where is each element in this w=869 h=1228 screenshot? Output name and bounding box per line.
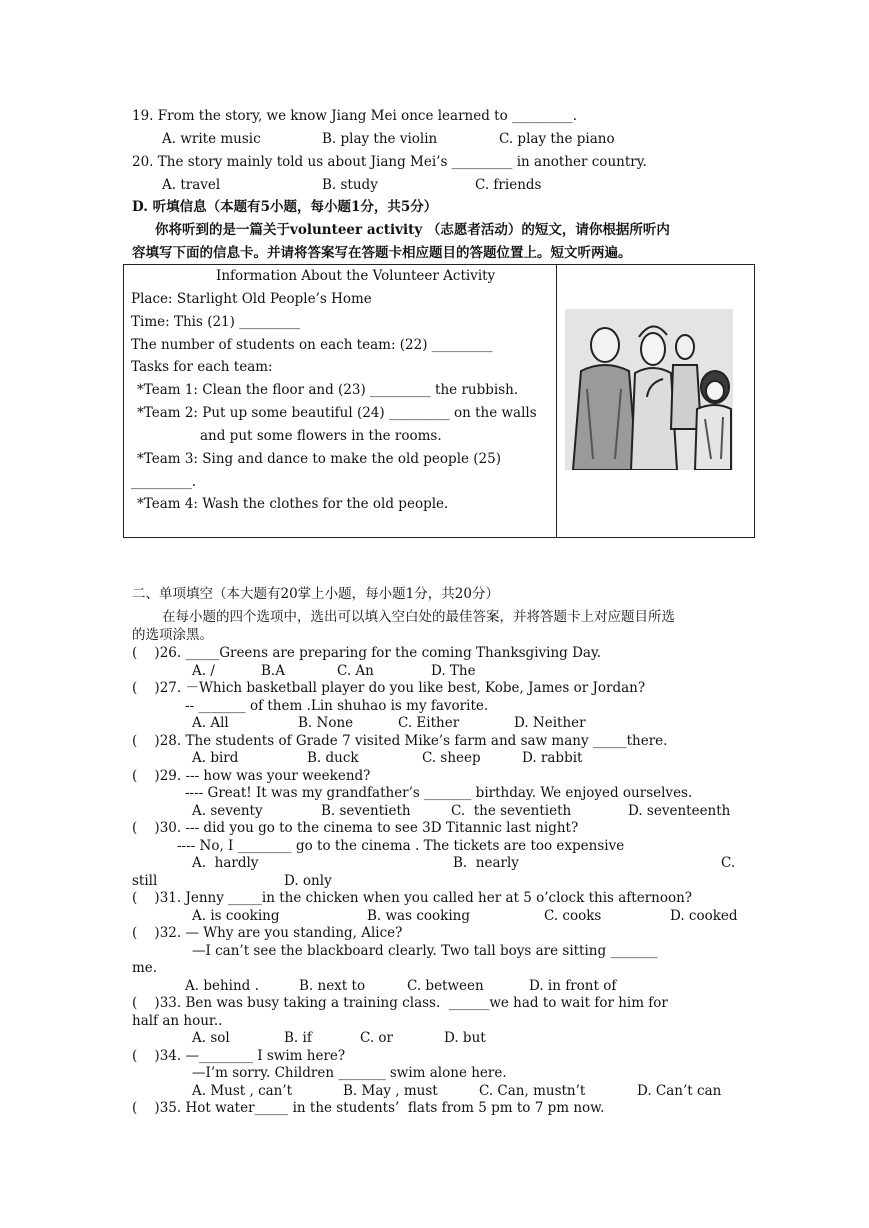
question-30: ( )30. --- did you go to the cinema to see 3D Titannic last night? xyxy=(132,820,579,836)
info-number: The number of students on each team: (22) _________ xyxy=(131,337,493,353)
q30-option-a: A. hardly xyxy=(192,855,259,871)
q31-option-a: A. is cooking xyxy=(192,908,280,924)
info-team-1: *Team 1: Clean the floor and (23) _________ the rubbish. xyxy=(137,382,519,398)
q30-option-c: C. xyxy=(721,855,736,871)
q31-option-b: B. was cooking xyxy=(367,908,470,924)
q27-option-d: D. Neither xyxy=(514,715,586,731)
question-33-line-2: half an hour.. xyxy=(132,1013,223,1029)
section-d-instruction-1: 你将听到的是一篇关于volunteer activity （志愿者活动）的短文，请你根据所听内 xyxy=(155,222,670,238)
info-time: Time: This (21) _________ xyxy=(131,314,300,330)
q26-option-b: B.A xyxy=(261,663,285,679)
q19-option-a: A. write music xyxy=(162,131,261,147)
question-28: ( )28. The students of Grade 7 visited Mike’s farm and saw many _____there. xyxy=(132,733,668,749)
question-19: 19. From the story, we know Jiang Mei once learned to _________. xyxy=(132,108,578,124)
info-place: Place: Starlight Old People’s Home xyxy=(131,291,372,307)
q28-option-d: D. rabbit xyxy=(522,750,583,766)
question-34-line-2: —I’m sorry. Children _______ swim alone here. xyxy=(192,1065,507,1081)
section-d-instruction-2: 容填写下面的信息卡。并请将答案写在答题卡相应题目的答题位置上。短文听两遍。 xyxy=(132,245,632,261)
q33-option-d: D. but xyxy=(444,1030,486,1046)
info-team-3: *Team 3: Sing and dance to make the old people (25) xyxy=(137,451,502,467)
q31-option-d: D. cooked xyxy=(670,908,738,924)
question-20: 20. The story mainly told us about Jiang Mei’s _________ in another country. xyxy=(132,154,647,170)
question-32: ( )32. — Why are you standing, Alice? xyxy=(132,925,403,941)
question-27: ( )27. －Which basketball player do you like best, Kobe, James or Jordan? xyxy=(132,680,646,696)
q34-option-d: D. Can’t can xyxy=(637,1083,722,1099)
q30-option-b: B. nearly xyxy=(453,855,519,871)
q32-option-b: B. next to xyxy=(299,978,366,994)
section-2-title: 二、单项填空（本大题有20掌上小题，每小题1分，共20分） xyxy=(132,586,499,602)
q30-option-d: D. only xyxy=(284,873,332,889)
section-2-instruction-1: 在每小题的四个选项中，选出可以填入空白处的最佳答案，并将答题卡上对应题目所选 xyxy=(162,609,675,625)
q28-option-a: A. bird xyxy=(192,750,239,766)
q29-option-b: B. seventieth xyxy=(321,803,411,819)
q20-option-b: B. study xyxy=(322,177,378,193)
question-31: ( )31. Jenny _____in the chicken when you called her at 5 o’clock this afternoon? xyxy=(132,890,693,906)
q33-option-a: A. sol xyxy=(192,1030,230,1046)
info-team-3-cont: _________. xyxy=(131,474,197,490)
people-sketch-illustration xyxy=(565,309,733,470)
q34-option-b: B. May , must xyxy=(343,1083,438,1099)
q27-option-a: A. All xyxy=(192,715,229,731)
q31-option-c: C. cooks xyxy=(544,908,602,924)
info-team-4: *Team 4: Wash the clothes for the old people. xyxy=(137,496,449,512)
q20-option-c: C. friends xyxy=(475,177,542,193)
q26-option-a: A. / xyxy=(192,663,215,679)
q30-option-c-text: still xyxy=(132,873,158,889)
q20-option-a: A. travel xyxy=(162,177,221,193)
q26-option-c: C. An xyxy=(337,663,374,679)
q34-option-a: A. Must , can’t xyxy=(192,1083,293,1099)
question-27-line-2: -- _______ of them .Lin shuhao is my favorite. xyxy=(185,698,489,714)
question-29-line-2: ---- Great! It was my grandfather’s _______ birthday. We enjoyed ourselves. xyxy=(185,785,693,801)
info-team-2: *Team 2: Put up some beautiful (24) _________ on the walls xyxy=(137,405,537,421)
question-32-line-2: —I can’t see the blackboard clearly. Two tall boys are sitting _______ xyxy=(192,943,658,959)
table-divider xyxy=(556,264,557,538)
q19-option-b: B. play the violin xyxy=(322,131,438,147)
section-d-title: D. 听填信息（本题有5小题，每小题1分，共5分） xyxy=(132,199,438,215)
q32-option-c: C. between xyxy=(407,978,484,994)
info-team-2-cont: and put some flowers in the rooms. xyxy=(200,428,442,444)
q32-option-a: A. behind . xyxy=(185,978,259,994)
question-26: ( )26. _____Greens are preparing for the coming Thanksgiving Day. xyxy=(132,645,602,661)
q19-option-c: C. play the piano xyxy=(499,131,615,147)
info-card-title: Information About the Volunteer Activity xyxy=(216,268,496,284)
q27-option-b: B. None xyxy=(298,715,354,731)
question-35: ( )35. Hot water_____ in the students’ flats from 5 pm to 7 pm now. xyxy=(132,1100,605,1116)
q29-option-d: D. seventeenth xyxy=(628,803,731,819)
question-34: ( )34. —________ I swim here? xyxy=(132,1048,346,1064)
question-32-line-3: me. xyxy=(132,960,158,976)
q29-option-c: C. the seventieth xyxy=(451,803,572,819)
q28-option-c: C. sheep xyxy=(422,750,481,766)
q28-option-b: B. duck xyxy=(307,750,359,766)
q34-option-c: C. Can, mustn’t xyxy=(479,1083,586,1099)
question-30-line-2: ---- No, I ________ go to the cinema . The tickets are too expensive xyxy=(177,838,625,854)
q26-option-d: D. The xyxy=(431,663,476,679)
q29-option-a: A. seventy xyxy=(192,803,263,819)
q27-option-c: C. Either xyxy=(398,715,460,731)
q32-option-d: D. in front of xyxy=(529,978,617,994)
question-33: ( )33. Ben was busy taking a training class. ______we had to wait for him for xyxy=(132,995,668,1011)
q33-option-b: B. if xyxy=(284,1030,312,1046)
info-tasks: Tasks for each team: xyxy=(131,359,273,375)
question-29: ( )29. --- how was your weekend? xyxy=(132,768,371,784)
q33-option-c: C. or xyxy=(360,1030,394,1046)
section-2-instruction-2: 的选项涂黑。 xyxy=(132,627,213,643)
